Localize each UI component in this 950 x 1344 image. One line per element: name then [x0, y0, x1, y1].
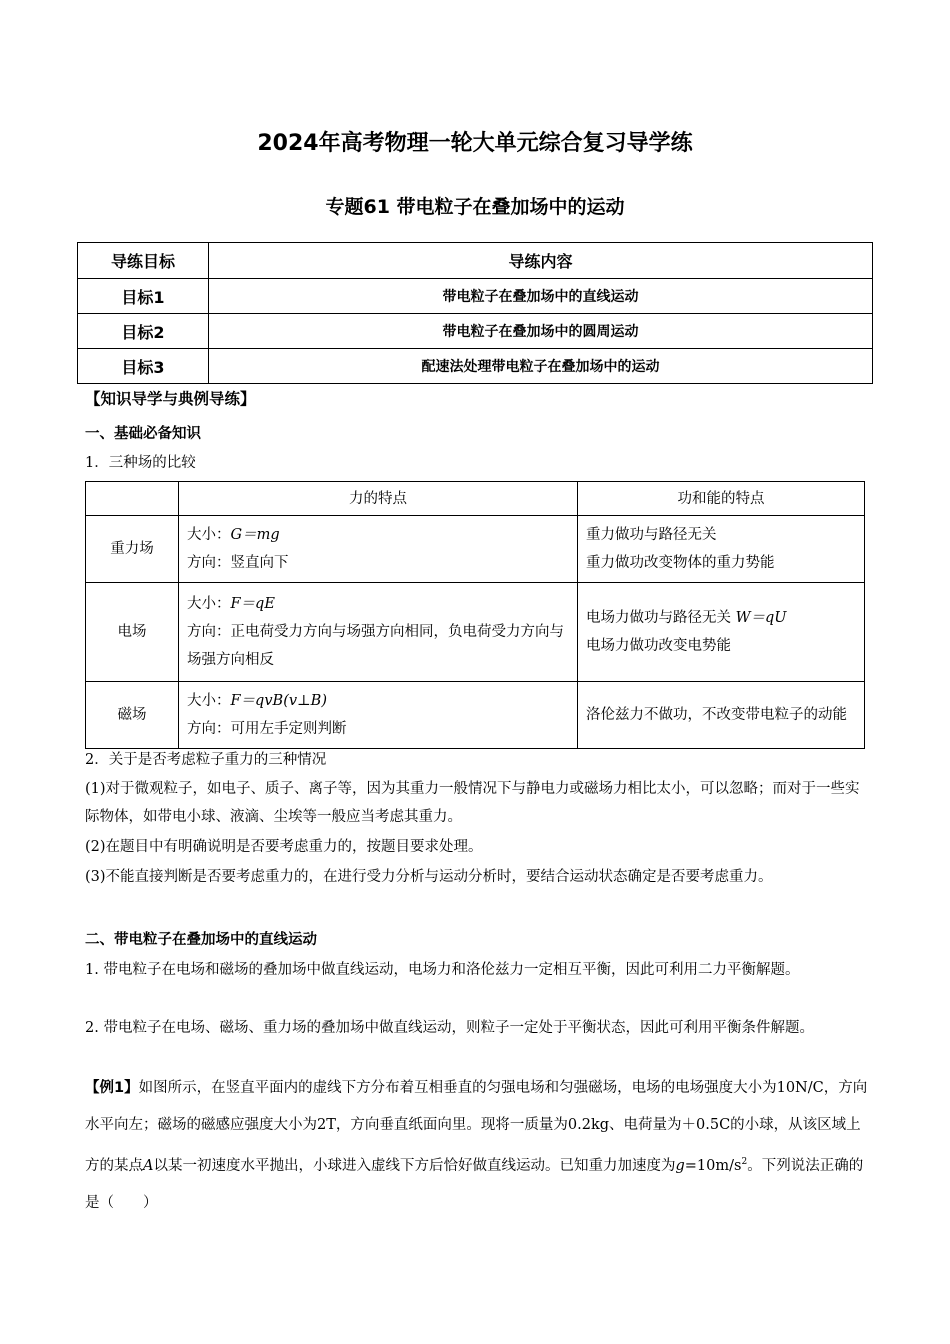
- goal-content: 配速法处理带电粒子在叠加场中的运动: [209, 349, 873, 384]
- magnetic-force: 大小：F＝qvB(v⊥B) 方向：可用左手定则判断: [179, 682, 578, 749]
- item2-paragraph-2: (2)在题目中有明确说明是否要考虑重力的，按题目要求处理。: [85, 839, 483, 855]
- document-title: 2024年高考物理一轮大单元综合复习导学练: [257, 131, 693, 156]
- goal-label: 目标1: [78, 279, 209, 314]
- goal-label: 目标2: [78, 314, 209, 349]
- goals-row: [78, 279, 873, 314]
- gravity-row: [86, 516, 865, 583]
- goals-row: [78, 314, 873, 349]
- fields-header-blank: [86, 482, 179, 516]
- gravity-label: 重力场: [86, 516, 179, 583]
- electric-formula: F＝qE: [230, 596, 275, 612]
- goals-header-content: 导练内容: [209, 243, 873, 279]
- fields-header-row: [86, 482, 865, 516]
- linear-heading: 二、带电粒子在叠加场中的直线运动: [85, 932, 317, 948]
- goal-content: 带电粒子在叠加场中的圆周运动: [209, 314, 873, 349]
- gravity-energy: 重力做功与路径无关 重力做功改变物体的重力势能: [578, 516, 865, 583]
- magnetic-energy: 洛伦兹力不做功，不改变带电粒子的动能: [578, 682, 865, 749]
- gravity-formula: G＝mg: [230, 527, 280, 543]
- goal-label: 目标3: [78, 349, 209, 384]
- point-a: A: [143, 1157, 154, 1174]
- electric-label: 电场: [86, 583, 179, 682]
- magnetic-row: [86, 682, 865, 749]
- fields-comparison-table: [85, 481, 865, 749]
- lorentz-formula: F＝qvB(v⊥B): [230, 693, 327, 709]
- electric-energy: 电场力做功与路径无关 W＝qU 电场力做功改变电势能: [578, 583, 865, 682]
- fields-header-force: 力的特点: [179, 482, 578, 516]
- electric-force: 大小：F＝qE 方向：正电荷受力方向与场强方向相同，负电荷受力方向与场强方向相反: [179, 583, 578, 682]
- goals-table: [77, 242, 873, 384]
- item2-paragraph-1: (1)对于微观粒子，如电子、质子、离子等，因为其重力一般情况下与静电力或磁场力相比太小，可以忽略；而对于一些实际物体，如带电小球、液滴、尘埃等一般应当考虑其重力。: [85, 781, 860, 825]
- example-1: 【例1】如图所示，在竖直平面内的虚线下方分布着互相垂直的匀强电场和匀强磁场，电场的电场强度大小为10N/C，方向水平向左；磁场的磁感应强度大小为2T，方向垂直纸面向里。现将一质量为0.2kg、电荷量为＋0.5C的小球，从该区域上方的某点A以某一初速度水平抛出，小球进入虚线下方后恰好做直线运动。已知重力加速度为$g=10m/s^2$。下列说法正确的是（ ）: [85, 1080, 868, 1211]
- item1-heading: 1．三种场的比较: [85, 455, 196, 471]
- goals-header-row: [78, 243, 873, 279]
- electric-row: [86, 583, 865, 682]
- magnetic-label: 磁场: [86, 682, 179, 749]
- basic-heading: 一、基础必备知识: [85, 426, 201, 442]
- work-formula: W＝qU: [735, 610, 787, 626]
- gravity-force: 大小：G＝mg 方向：竖直向下: [179, 516, 578, 583]
- item2-heading: 2．关于是否考虑粒子重力的三种情况: [85, 752, 327, 768]
- document-subtitle: 专题61 带电粒子在叠加场中的运动: [325, 196, 625, 218]
- goal-content: 带电粒子在叠加场中的直线运动: [209, 279, 873, 314]
- fields-header-energy: 功和能的特点: [578, 482, 865, 516]
- goals-row: [78, 349, 873, 384]
- linear-paragraph-2: 2. 带电粒子在电场、磁场、重力场的叠加场中做直线运动，则粒子一定处于平衡状态，因此可利用平衡条件解题。: [85, 1020, 814, 1036]
- linear-paragraph-1: 1. 带电粒子在电场和磁场的叠加场中做直线运动，电场力和洛伦兹力一定相互平衡，因此可利用二力平衡解题。: [85, 962, 800, 978]
- item2-paragraph-3: (3)不能直接判断是否要考虑重力的，在进行受力分析与运动分析时，要结合运动状态确定是否要考虑重力。: [85, 869, 773, 885]
- example-label: 【例1】: [85, 1080, 139, 1096]
- goals-header-goal: 导练目标: [78, 243, 209, 279]
- knowledge-heading: 【知识导学与典例导练】: [85, 390, 256, 408]
- gravity-symbol: g: [675, 1157, 685, 1174]
